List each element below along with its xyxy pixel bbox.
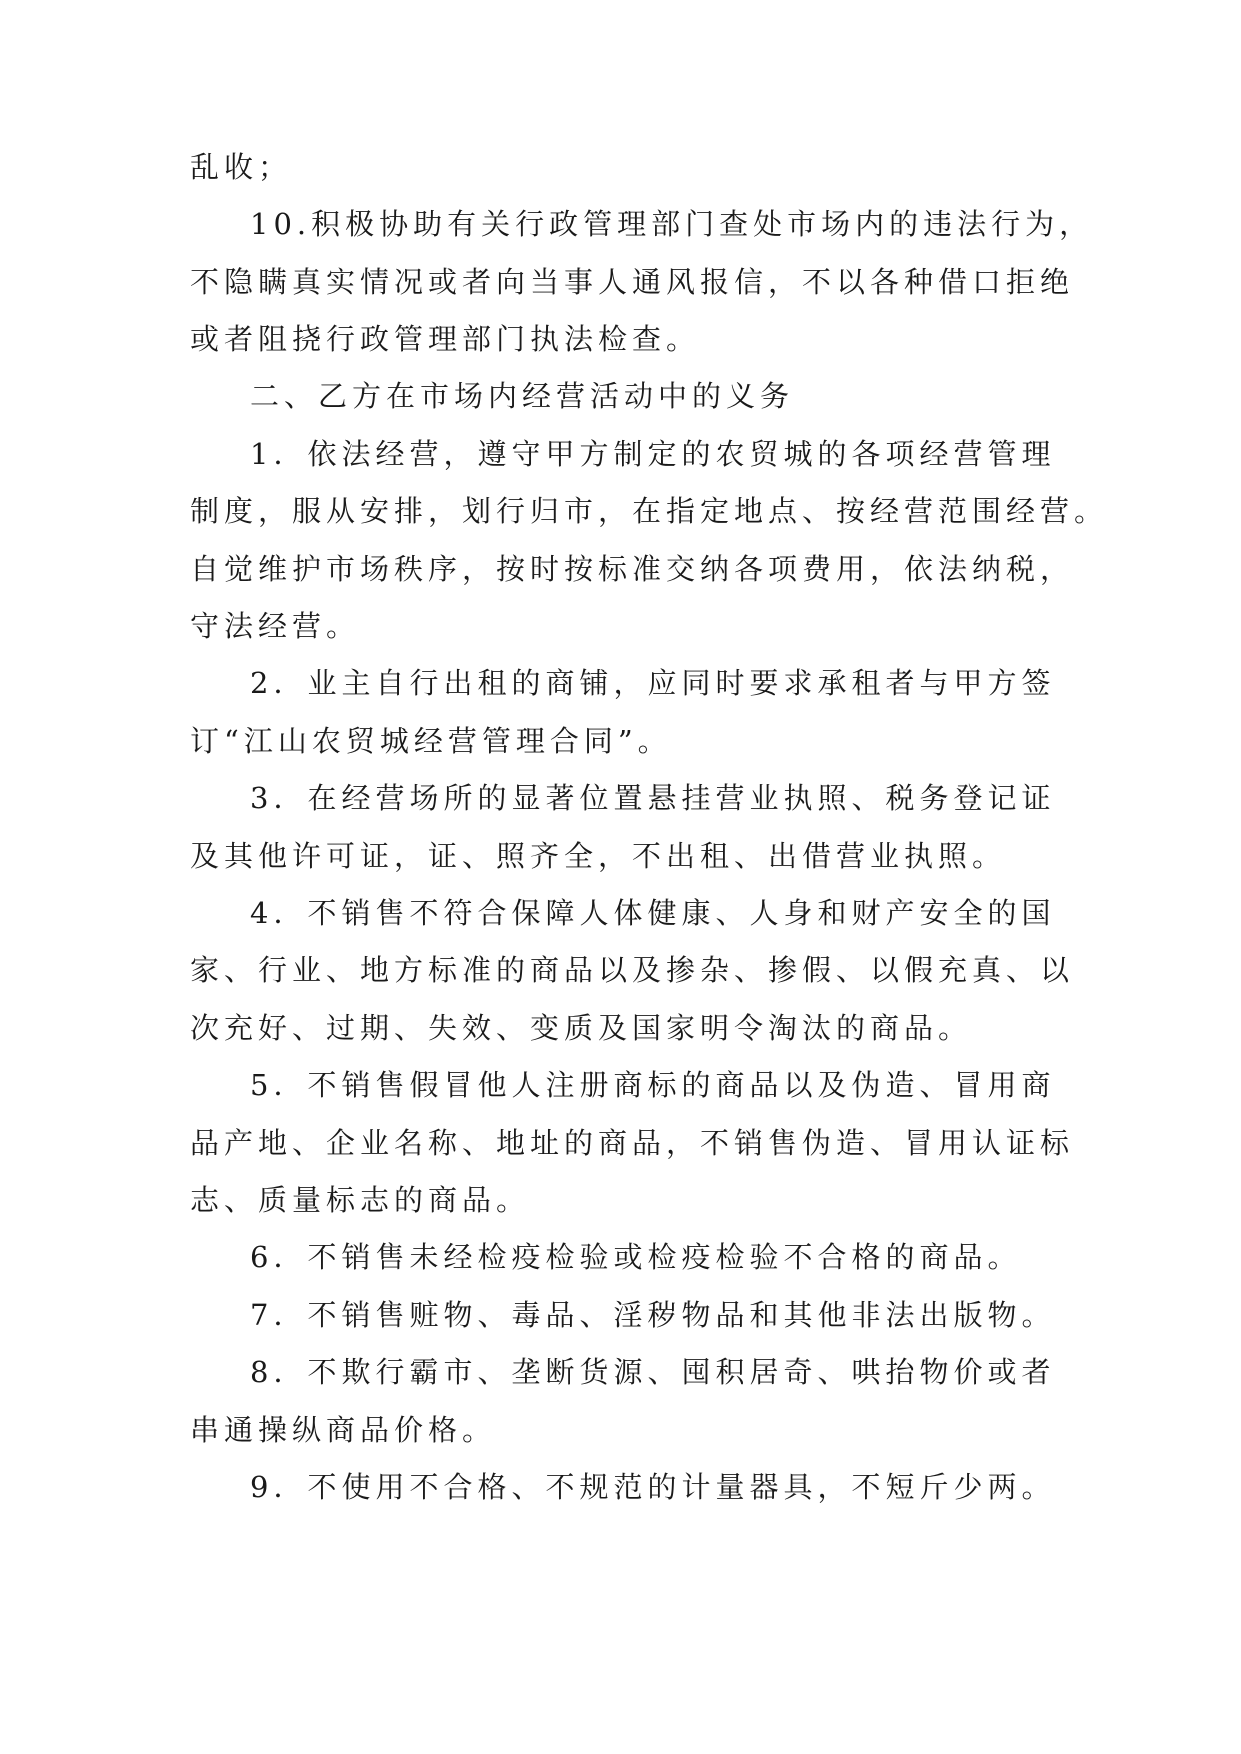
text-line-22: 8．不欺行霸市、垄断货源、囤积居奇、哄抬物价或者 xyxy=(250,1355,1056,1389)
text-line-16: 次充好、过期、失效、变质及国家明令淘汰的商品。 xyxy=(190,1011,973,1045)
text-line-19: 志、质量标志的商品。 xyxy=(190,1183,531,1217)
text-line-3: 不隐瞒真实情况或者向当事人通风报信，不以各种借口拒绝 xyxy=(190,265,1075,299)
text-line-15: 家、行业、地方标准的商品以及掺杂、掺假、以假充真、以 xyxy=(190,953,1075,987)
text-line-24: 9．不使用不合格、不规范的计量器具，不短斤少两。 xyxy=(250,1470,1056,1504)
text-line-12: 3．在经营场所的显著位置悬挂营业执照、税务登记证 xyxy=(250,781,1056,815)
text-line-6: 1．依法经营，遵守甲方制定的农贸城的各项经营管理 xyxy=(250,437,1056,471)
text-line-13: 及其他许可证，证、照齐全，不出租、出借营业执照。 xyxy=(190,839,1007,873)
section-heading: 二、乙方在市场内经营活动中的义务 xyxy=(250,379,795,413)
text-line-9: 守法经营。 xyxy=(190,609,361,643)
text-line-17: 5．不销售假冒他人注册商标的商品以及伪造、冒用商 xyxy=(250,1068,1056,1102)
text-line-1: 乱收； xyxy=(190,150,293,184)
text-line-10: 2．业主自行出租的商铺，应同时要求承租者与甲方签 xyxy=(250,666,1056,700)
text-line-18: 品产地、企业名称、地址的商品，不销售伪造、冒用认证标 xyxy=(190,1126,1075,1160)
text-line-7: 制度，服从安排，划行归市，在指定地点、按经营范围经营。 xyxy=(190,494,1109,528)
text-line-2: 10.积极协助有关行政管理部门查处市场内的违法行为， xyxy=(250,207,1094,241)
text-line-23: 串通操纵商品价格。 xyxy=(190,1413,497,1447)
text-line-4: 或者阻挠行政管理部门执法检查。 xyxy=(190,322,701,356)
text-line-20: 6．不销售未经检疫检验或检疫检验不合格的商品。 xyxy=(250,1240,1022,1274)
text-line-21: 7．不销售赃物、毒品、淫秽物品和其他非法出版物。 xyxy=(250,1298,1056,1332)
text-line-11: 订“江山农贸城经营管理合同”。 xyxy=(190,724,672,758)
text-line-8: 自觉维护市场秩序，按时按标准交纳各项费用，依法纳税， xyxy=(190,552,1075,586)
text-line-14: 4．不销售不符合保障人体健康、人身和财产安全的国 xyxy=(250,896,1056,930)
